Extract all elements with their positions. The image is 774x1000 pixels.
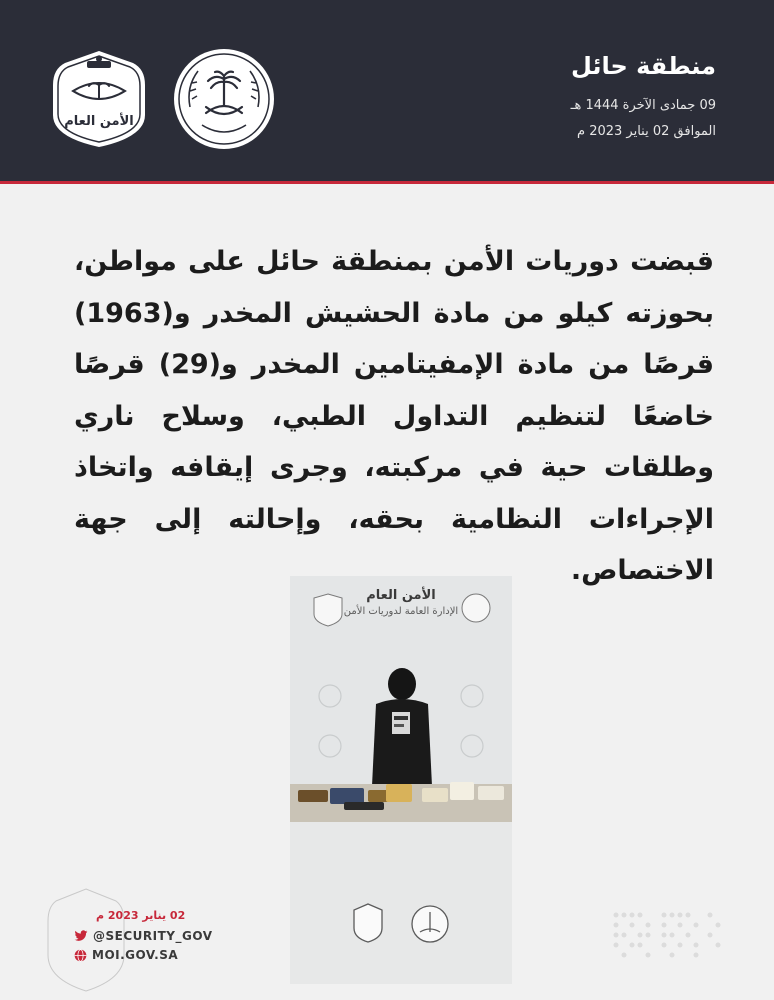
twitter-handle: @SECURITY_GOV [93,929,213,943]
header-banner [0,0,774,184]
footer-twitter[interactable] [74,929,213,943]
photo-badge-icon [314,594,490,626]
footer-website[interactable] [74,948,178,962]
website-url: MOI.GOV.SA [92,948,179,962]
decorative-dot-pattern [610,905,730,965]
seizure-photo [290,576,512,984]
photo-banner-subtitle: الإدارة العامة لدوريات الأمن [343,606,459,617]
news-paragraph: قبضت دوريات الأمن بمنطقة حائل على مواطن، بحوزته كيلو من مادة الحشيش المخدر و(1963) قرصًا من مادة الإمفيتامين المخدر و(29) قرصًا خاضعًا لتنظيم التداول الطبي، وسلاح ناري وطلقات حية في مركبته، وجرى إيقافه واتخاذ الإجراءات النظامية بحقه، وإحالته إلى جهة الاختصاص. [74,246,714,586]
globe-icon [74,949,87,962]
public-security-logo [47,47,151,151]
photo-scene [290,576,512,984]
gregorian-date: الموافق 02 يناير 2023 م [577,124,716,139]
saudi-emblem-logo [172,47,276,151]
person-figure [372,668,432,786]
footer-date: 02 يناير 2023 م [96,909,186,922]
table-front [290,822,512,984]
twitter-icon [74,930,88,942]
hijri-date: 09 جمادى الآخرة 1444 هـ [570,98,716,113]
region-title: منطقة حائل [571,52,716,80]
security-logo-text: الأمن العام [64,114,134,129]
photo-banner-title: الأمن العام [366,588,436,603]
